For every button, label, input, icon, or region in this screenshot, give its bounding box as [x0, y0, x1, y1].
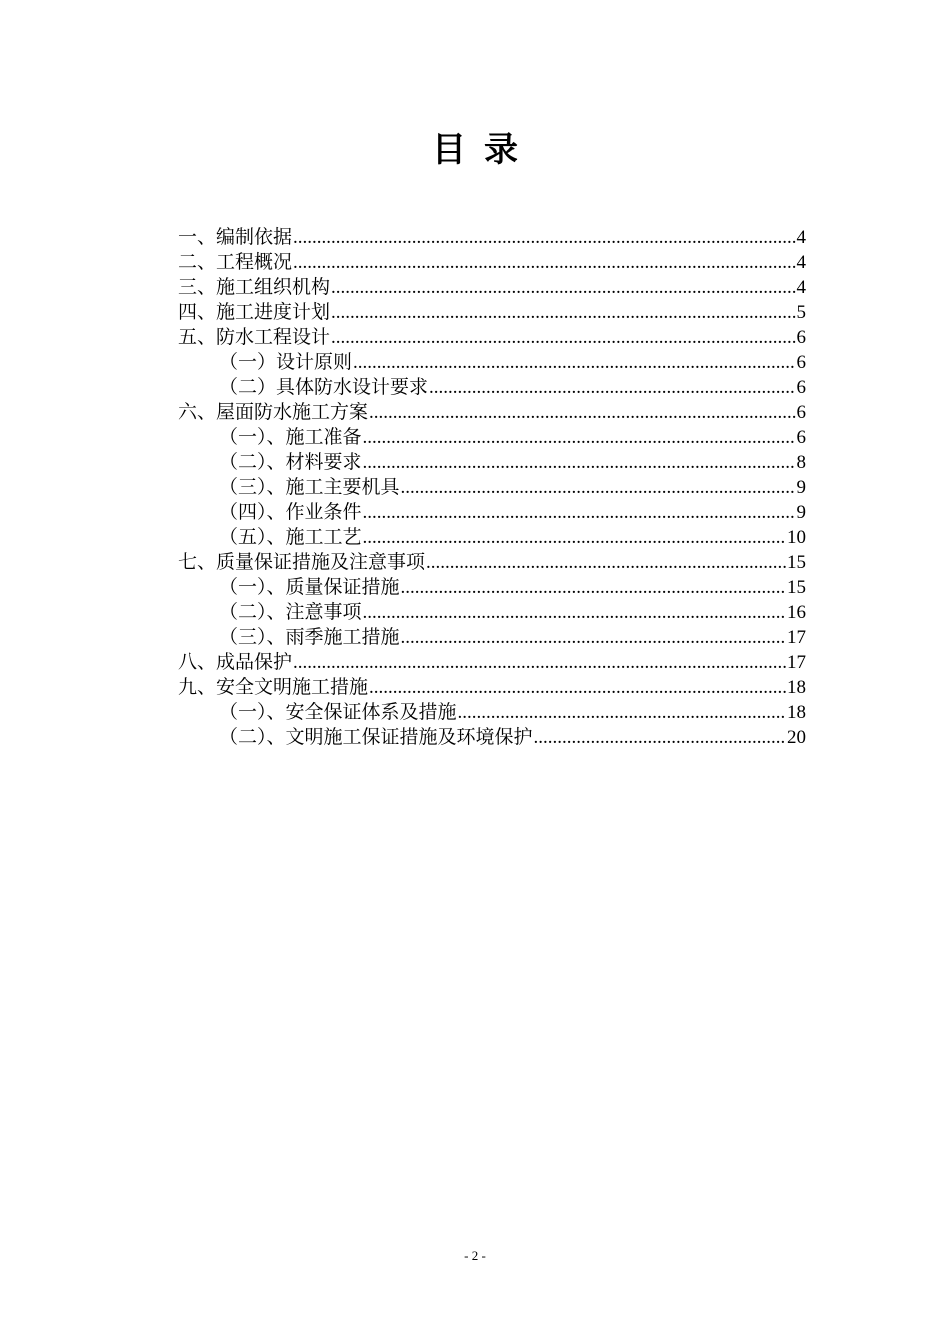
toc-entry-label: （二）、注意事项: [219, 601, 362, 623]
toc-entry[interactable]: [178, 675, 806, 700]
toc-entry-page-number: 10: [787, 527, 806, 548]
toc-dot-leader: [401, 625, 786, 650]
toc-entry-label: 八、成品保护: [178, 651, 293, 673]
toc-entry-page-number: 15: [787, 552, 806, 573]
toc-entry-label: （二）、文明施工保证措施及环境保护: [219, 726, 533, 748]
toc-entry-page-number: 9: [796, 502, 806, 523]
toc-entry-label: （一）、安全保证体系及措施: [219, 701, 457, 723]
toc-entry[interactable]: [178, 650, 806, 675]
toc-dot-leader: [534, 725, 786, 750]
toc-entry[interactable]: [178, 275, 806, 300]
toc-entry[interactable]: [178, 350, 806, 375]
toc-entry-page-number: 15: [787, 577, 806, 598]
toc-dot-leader: [293, 225, 795, 250]
toc-entry[interactable]: [178, 525, 806, 550]
toc-entry-page-number: 17: [787, 627, 806, 648]
toc-entry-label: （三）、雨季施工措施: [219, 626, 400, 648]
toc-entry[interactable]: [178, 500, 806, 525]
toc-dot-leader: [458, 700, 786, 725]
toc-entry-label: （二）具体防水设计要求: [219, 376, 429, 398]
toc-entry[interactable]: [178, 550, 806, 575]
toc-entry[interactable]: [178, 725, 806, 750]
toc-entry-label: （一）、质量保证措施: [219, 576, 400, 598]
toc-entry-page-number: 9: [796, 477, 806, 498]
toc-entry-page-number: 6: [796, 402, 806, 423]
toc-entry-page-number: 4: [796, 227, 806, 248]
toc-entry[interactable]: [178, 400, 806, 425]
toc-entry-page-number: 20: [787, 727, 806, 748]
toc-entry-page-number: 17: [787, 652, 806, 673]
toc-entry-page-number: 4: [796, 252, 806, 273]
toc-entry[interactable]: [178, 475, 806, 500]
toc-entry-label: 九、安全文明施工措施: [178, 676, 369, 698]
toc-dot-leader: [401, 475, 796, 500]
toc-dot-leader: [331, 325, 795, 350]
toc-entry[interactable]: [178, 325, 806, 350]
toc-entry[interactable]: [178, 375, 806, 400]
page-number-footer: - 2 -: [464, 1248, 486, 1263]
toc-dot-leader: [363, 525, 786, 550]
toc-dot-leader: [363, 500, 796, 525]
toc-dot-leader: [331, 275, 795, 300]
toc-dot-leader: [363, 425, 796, 450]
toc-dot-leader: [369, 400, 795, 425]
toc-entry-label: 二、工程概况: [178, 251, 293, 273]
toc-entry-page-number: 18: [787, 677, 806, 698]
page-title: 目录: [432, 130, 536, 170]
toc-dot-leader: [401, 575, 786, 600]
toc-entry-page-number: 6: [796, 327, 806, 348]
toc-dot-leader: [353, 350, 795, 375]
toc-entry-label: （四）、作业条件: [219, 501, 362, 523]
toc-dot-leader: [293, 650, 786, 675]
toc-entry-page-number: 16: [787, 602, 806, 623]
toc-entry[interactable]: [178, 575, 806, 600]
toc-entry-page-number: 4: [796, 277, 806, 298]
toc-entry-label: 一、编制依据: [178, 226, 293, 248]
toc-entry-label: （二）、材料要求: [219, 451, 362, 473]
toc-entry-label: （一）设计原则: [219, 351, 353, 373]
toc-dot-leader: [363, 450, 796, 475]
toc-entry-page-number: 6: [796, 352, 806, 373]
toc-dot-leader: [429, 375, 795, 400]
toc-entry[interactable]: [178, 450, 806, 475]
toc-entry-page-number: 18: [787, 702, 806, 723]
toc-entry-label: 六、屋面防水施工方案: [178, 401, 369, 423]
toc-entry[interactable]: [178, 700, 806, 725]
toc-entry[interactable]: [178, 600, 806, 625]
toc-entry-label: 三、施工组织机构: [178, 276, 331, 298]
toc-entry-page-number: 6: [796, 377, 806, 398]
toc-entry-page-number: 6: [796, 427, 806, 448]
toc-entry[interactable]: [178, 425, 806, 450]
toc-entry[interactable]: [178, 625, 806, 650]
toc-entry-label: 七、质量保证措施及注意事项: [178, 551, 426, 573]
toc-dot-leader: [369, 675, 786, 700]
toc-entry-label: 四、施工进度计划: [178, 301, 331, 323]
toc-entry[interactable]: [178, 225, 806, 250]
toc-dot-leader: [331, 300, 795, 325]
toc-entry-page-number: 5: [796, 302, 806, 323]
toc-entry[interactable]: [178, 250, 806, 275]
toc-dot-leader: [426, 550, 786, 575]
table-of-contents: [178, 225, 806, 750]
toc-dot-leader: [293, 250, 795, 275]
toc-entry-label: （三）、施工主要机具: [219, 476, 400, 498]
toc-dot-leader: [363, 600, 786, 625]
toc-entry-label: （五）、施工工艺: [219, 526, 362, 548]
toc-entry-label: （一）、施工准备: [219, 426, 362, 448]
toc-entry-page-number: 8: [796, 452, 806, 473]
toc-entry[interactable]: [178, 300, 806, 325]
toc-entry-label: 五、防水工程设计: [178, 326, 331, 348]
